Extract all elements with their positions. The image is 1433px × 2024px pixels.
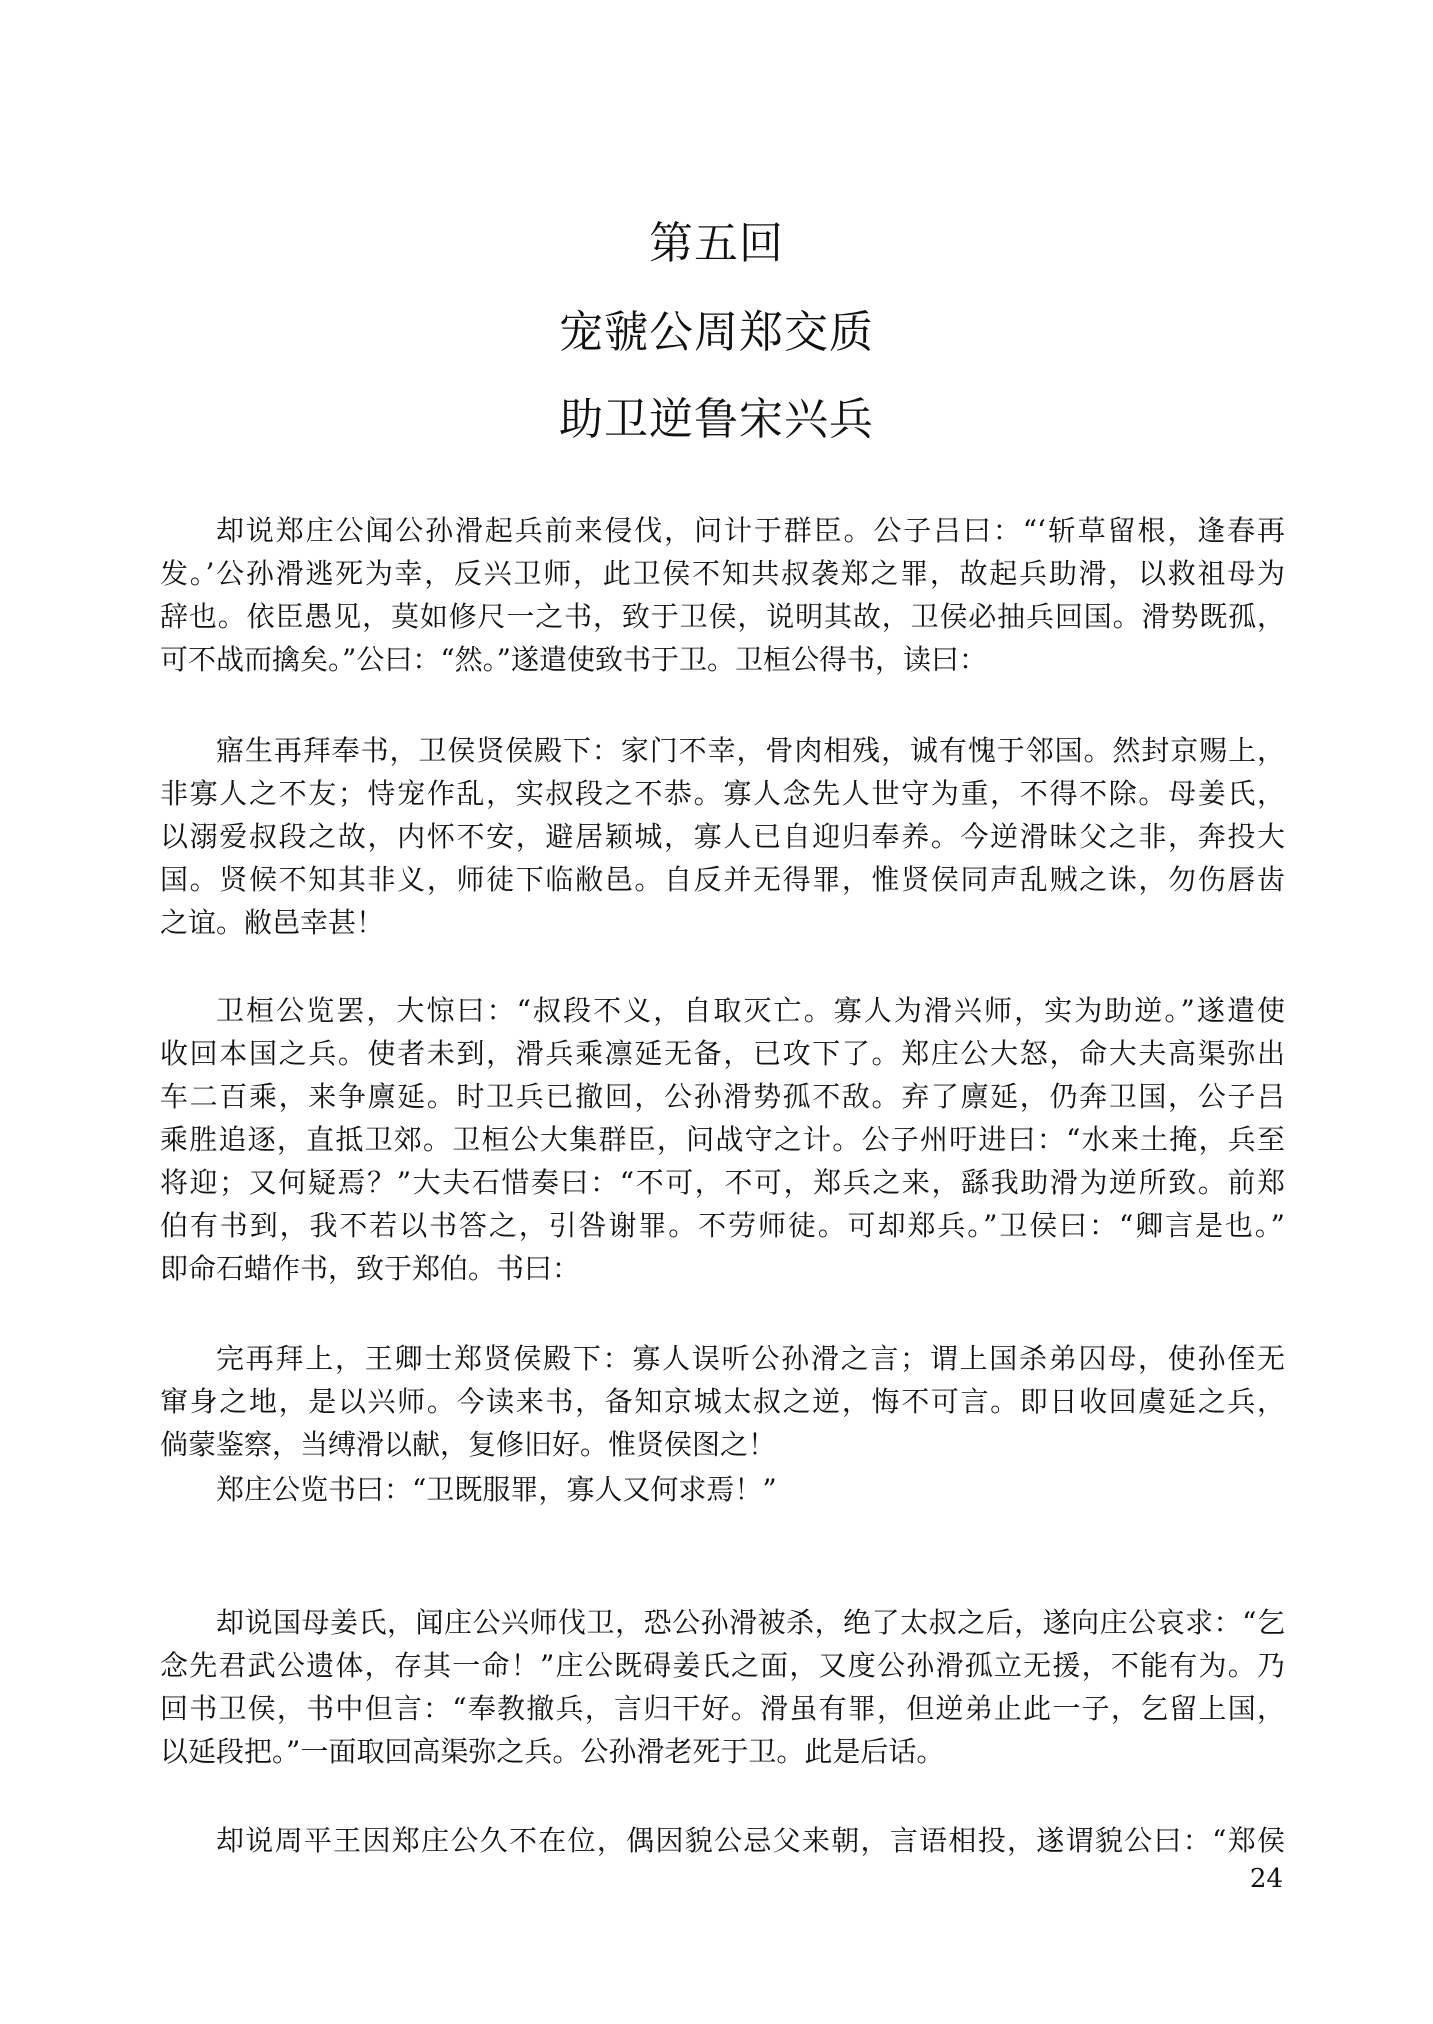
chapter-number: 第五回 <box>649 218 784 269</box>
paragraph <box>160 1601 1285 1773</box>
text-line: 之谊。敝邑幸甚！ <box>160 906 385 939</box>
text-line: 倘蒙鉴察，当缚滑以献，复修旧好。惟贤侯图之！ <box>160 1428 777 1461</box>
page-number: 24 <box>1249 1864 1283 1894</box>
text-line: 车二百乘，来争廪延。时卫兵已撤回，公孙滑势孤不敌。弃了廪延，仍奔卫国，公子吕 <box>160 1080 1285 1113</box>
text-line: 非寡人之不友；恃宠作乱，实叔段之不恭。寡人念先人世守为重，不得不除。母姜氏， <box>160 777 1285 810</box>
chapter-title-line-2: 助卫逆鲁宋兴兵 <box>559 394 874 445</box>
text-line: 却说郑庄公闻公孙滑起兵前来侵伐，问计于群臣。公子吕曰：“‘斩草留根，逢春再 <box>216 514 1285 547</box>
text-line: 念先君武公遗体，存其一命！”庄公既碍姜氏之面，又度公孙滑孤立无援，不能有为。乃 <box>160 1649 1285 1682</box>
paragraph <box>160 1819 1285 1862</box>
text-line: 郑庄公览书曰：“卫既服罪，寡人又何求焉！” <box>216 1473 777 1506</box>
text-line: 卫桓公览罢，大惊曰：“叔段不义，自取灭亡。寡人为滑兴师，实为助逆。”遂遣使 <box>216 994 1285 1027</box>
text-line: 乘胜追逐，直抵卫郊。卫桓公大集群臣，问战守之计。公子州吁进曰：“水来土掩，兵至 <box>160 1123 1285 1156</box>
text-line: 窜身之地，是以兴师。今读来书，备知京城太叔之逆，悔不可言。即日收回虞延之兵， <box>160 1385 1285 1418</box>
paragraph <box>160 1337 1285 1466</box>
text-line: 国。贤候不知其非义，师徒下临敝邑。自反并无得罪，惟贤侯同声乱贼之诛，勿伤唇齿 <box>160 863 1285 896</box>
paragraph <box>160 509 1285 681</box>
text-line: 将迎；又何疑焉？”大夫石惜奏曰：“不可，不可，郑兵之来，繇我助滑为逆所致。前郑 <box>160 1166 1285 1199</box>
text-line: 伯有书到，我不若以书答之，引咎谢罪。不劳师徒。可却郑兵。”卫侯曰：“卿言是也。” <box>160 1209 1285 1242</box>
text-line: 发。’公孙滑逃死为幸，反兴卫师，此卫侯不知共叔袭郑之罪，故起兵助滑，以救祖母为 <box>160 557 1285 590</box>
chapter-title-line-1: 宠虢公周郑交质 <box>559 307 874 358</box>
text-line: 即命石蜡作书，致于郑伯。书曰： <box>160 1252 581 1285</box>
text-line: 以溺爱叔段之故，内怀不安，避居颖城，寡人已自迎归奉养。今逆滑昧父之非，奔投大 <box>160 820 1285 853</box>
text-line: 回书卫侯，书中但言：“奉教撤兵，言归干好。滑虽有罪，但逆弟止此一子，乞留上国， <box>160 1692 1285 1725</box>
text-line: 完再拜上，王卿士郑贤侯殿下：寡人误听公孙滑之言；谓上国杀弟囚母，使孙侄无 <box>216 1342 1285 1375</box>
text-line: 寤生再拜奉书，卫侯贤侯殿下：家门不幸，骨肉相残，诚有愧于邻国。然封京赐上， <box>216 734 1285 767</box>
text-line: 收回本国之兵。使者未到，滑兵乘凛延无备，已攻下了。郑庄公大怒，命大夫高渠弥出 <box>160 1037 1285 1070</box>
text-line: 却说国母姜氏，闻庄公兴师伐卫，恐公孙滑被杀，绝了太叔之后，遂向庄公哀求：“乞 <box>216 1606 1285 1639</box>
paragraph <box>160 729 1285 944</box>
text-line: 辞也。依臣愚见，莫如修尺一之书，致于卫侯，说明其故，卫侯必抽兵回国。滑势既孤， <box>160 600 1285 633</box>
text-line: 可不战而擒矣。”公曰：“然。”遂遣使致书于卫。卫桓公得书，读曰： <box>160 643 987 676</box>
text-line: 却说周平王因郑庄公久不在位，偶因貌公忌父来朝，言语相投，遂谓貌公曰：“郑侯 <box>216 1824 1285 1857</box>
text-line: 以延段把。”一面取回高渠弥之兵。公孙滑老死于卫。此是后话。 <box>160 1735 945 1768</box>
paragraph <box>160 1468 1285 1511</box>
paragraph <box>160 989 1285 1290</box>
